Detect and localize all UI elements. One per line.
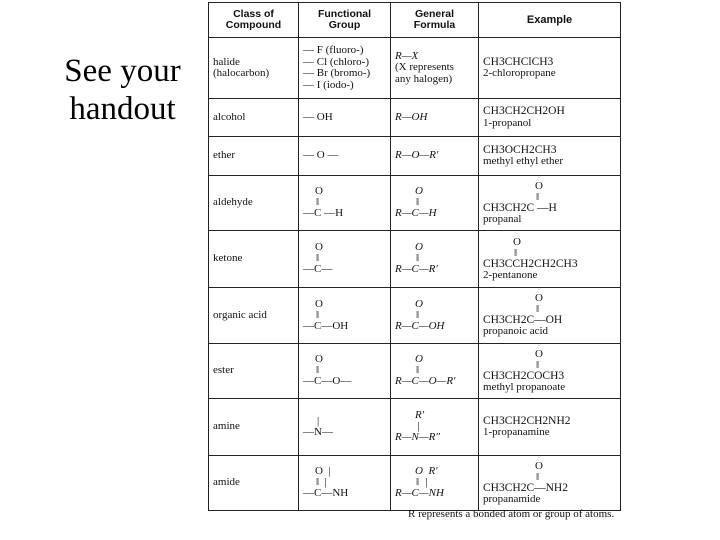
cell-group: [299, 231, 391, 288]
struct-line: —C —H: [303, 207, 344, 220]
struct-line: O: [315, 241, 323, 254]
struct-line: R—C—H: [395, 207, 437, 220]
cell-formula: [391, 288, 479, 344]
formula-structure: [395, 354, 455, 387]
struct-line: |: [417, 420, 421, 433]
class-name: ether: [213, 149, 235, 162]
formula-structure: [395, 242, 438, 275]
class-name: amide: [213, 476, 240, 489]
example-name: propanal: [483, 212, 522, 225]
struct-line: O |: [315, 465, 331, 478]
header-class-line: Class of: [233, 8, 274, 20]
cell-formula: [391, 399, 479, 456]
cell-example: [479, 399, 621, 456]
cell-formula: [391, 176, 479, 231]
struct-line: —C—: [303, 263, 333, 276]
group-structure: [303, 416, 333, 438]
cell-example: [479, 288, 621, 344]
example-formula: CH3CHClCH3: [483, 55, 554, 68]
struct-line: O: [315, 353, 323, 366]
header-group-line: Group: [328, 19, 361, 31]
example-name: 2-pentanone: [483, 268, 538, 281]
struct-line: —C—NH: [303, 487, 349, 500]
header-formula: [391, 3, 479, 38]
functional-groups-table-container: [208, 2, 620, 507]
example-name: propanamide: [483, 492, 541, 505]
table-header-row: [209, 3, 621, 38]
table-row-halide: [209, 38, 621, 99]
example-structure: [483, 461, 568, 505]
formula-line: any halogen): [395, 72, 453, 85]
group-line: — Cl (chloro-): [303, 55, 369, 68]
cell-class: [209, 456, 299, 511]
cell-group: [299, 399, 391, 456]
formula-structure: [395, 410, 440, 443]
cell-group: [299, 456, 391, 511]
table-row-amide: [209, 456, 621, 511]
formula-line: R—O—R′: [395, 149, 439, 162]
cell-formula: [391, 344, 479, 399]
cell-class: [209, 288, 299, 344]
group-line: — O —: [303, 149, 339, 162]
struct-line: ‖: [316, 364, 320, 377]
table-row-alcohol: [209, 99, 621, 137]
class-name: ketone: [213, 252, 243, 265]
example-structure: [483, 237, 578, 281]
struct-line: ‖: [416, 364, 420, 377]
group-line: — I (iodo-): [303, 78, 354, 91]
header-example-label: Example: [526, 13, 573, 26]
cell-group: [299, 344, 391, 399]
struct-line: R—C—OH: [395, 319, 445, 332]
struct-line: O: [315, 297, 323, 310]
example-structure: [483, 349, 565, 393]
cell-formula: [391, 137, 479, 176]
cell-example: [479, 38, 621, 99]
table-row-ether: [209, 137, 621, 176]
cell-class: [209, 137, 299, 176]
group-structure: [303, 466, 348, 499]
table-row-ester: [209, 344, 621, 399]
cell-example: [479, 99, 621, 137]
cell-formula: [391, 456, 479, 511]
cell-example: [479, 231, 621, 288]
struct-line: ‖: [316, 252, 320, 265]
class-name: ester: [213, 364, 234, 377]
struct-line: ‖: [416, 308, 420, 321]
struct-line: —N—: [303, 425, 333, 438]
example-name: methyl ethyl ether: [483, 155, 564, 167]
cell-formula: [391, 99, 479, 137]
struct-line: ‖: [316, 196, 320, 209]
cell-example: [479, 176, 621, 231]
example-formula: CH3CH2CH2OH: [483, 105, 565, 117]
cell-class: [209, 176, 299, 231]
header-group-line: Functional: [317, 8, 372, 20]
class-name: aldehyde: [213, 196, 253, 209]
table-row-aldehyde: [209, 176, 621, 231]
cell-group: [299, 176, 391, 231]
table-row-amine: [209, 399, 621, 456]
cell-formula: [391, 38, 479, 99]
struct-line: CH3CH2C—OH: [483, 314, 563, 327]
cell-class: [209, 344, 299, 399]
struct-line: ‖: [536, 303, 540, 316]
example-formula: CH3CH2CH2NH2: [483, 414, 571, 427]
cell-formula: [391, 231, 479, 288]
struct-line: O: [513, 235, 521, 248]
class-name: organic acid: [213, 308, 267, 321]
header-example: [479, 3, 621, 38]
cell-group: [299, 137, 391, 176]
cell-example: [479, 137, 621, 176]
example-name: methyl propanoate: [483, 380, 566, 393]
struct-line: ‖: [514, 246, 518, 259]
cell-class: [209, 231, 299, 288]
struct-line: R—C—NH: [395, 487, 444, 500]
struct-line: ‖: [316, 308, 320, 321]
struct-line: CH3CH2C —H: [483, 201, 557, 214]
formula-line: R—OH: [395, 110, 428, 123]
struct-line: O: [535, 292, 543, 305]
struct-line: O: [535, 347, 543, 360]
example-name: 1-propanol: [483, 116, 532, 129]
group-line: — F (fluoro-): [303, 44, 364, 56]
struct-line: CH3CH2COCH3: [483, 369, 565, 382]
header-class-line: Compound: [225, 19, 282, 31]
class-name: alcohol: [213, 110, 246, 123]
formula-line: R—X: [395, 49, 419, 62]
struct-line: R—C—R′: [395, 263, 438, 276]
struct-line: O: [415, 241, 423, 254]
cell-class: [209, 38, 299, 99]
struct-line: —C—OH: [303, 319, 349, 332]
example-formula: CH3OCH2CH3: [483, 143, 557, 156]
struct-line: CH3CCH2CH2CH3: [483, 257, 578, 270]
struct-line: ‖ |: [416, 476, 428, 489]
struct-line: R′: [415, 409, 425, 422]
cell-group: [299, 38, 391, 99]
class-name: (halocarbon): [213, 67, 270, 79]
struct-line: —C—O—: [303, 375, 352, 388]
class-name: amine: [213, 420, 240, 433]
header-formula-line: Formula: [413, 19, 456, 31]
struct-line: O R′: [415, 465, 438, 478]
table-row-organic-acid: [209, 288, 621, 344]
cell-group: [299, 288, 391, 344]
group-line: — Br (bromo-): [303, 67, 371, 79]
group-structure: [303, 242, 332, 275]
struct-line: O: [535, 459, 543, 472]
formula-structure: [395, 466, 444, 499]
header-class: [209, 3, 299, 38]
struct-line: ‖: [536, 358, 540, 371]
example-name: 1-propanamine: [483, 426, 550, 438]
header-formula-line: General: [414, 8, 455, 20]
struct-line: CH3CH2C—NH2: [483, 481, 568, 494]
struct-line: O: [415, 185, 423, 198]
example-structure: [483, 293, 562, 337]
side-note: [40, 52, 205, 128]
struct-line: O: [415, 353, 423, 366]
group-structure: [303, 354, 351, 387]
side-note-line-1: See your: [64, 53, 181, 89]
functional-groups-table: [208, 2, 621, 511]
table-footnote: R represents a bonded atom or group of atoms.: [408, 508, 615, 520]
struct-line: ‖: [416, 252, 420, 265]
struct-line: ‖: [536, 190, 540, 203]
cell-class: [209, 399, 299, 456]
formula-structure: [395, 186, 437, 219]
group-line: — OH: [303, 110, 333, 123]
group-structure: [303, 299, 348, 332]
struct-line: ‖: [536, 470, 540, 483]
struct-line: O: [415, 297, 423, 310]
struct-line: R—C—O—R′: [395, 375, 456, 388]
struct-line: R—N—R″: [395, 431, 440, 444]
cell-example: [479, 456, 621, 511]
cell-example: [479, 344, 621, 399]
header-group: [299, 3, 391, 38]
example-name: 2-chloropropane: [483, 67, 556, 79]
struct-line: O: [315, 185, 323, 198]
class-name: halide: [213, 55, 240, 68]
struct-line: ‖: [416, 196, 420, 209]
cell-group: [299, 99, 391, 137]
cell-class: [209, 99, 299, 137]
struct-line: |: [317, 414, 320, 427]
example-structure: [483, 181, 557, 225]
formula-line: (X represents: [395, 61, 454, 74]
example-name: propanoic acid: [483, 325, 549, 338]
side-note-line-2: handout: [69, 91, 176, 127]
struct-line: ‖ |: [316, 476, 327, 489]
table-row-ketone: [209, 231, 621, 288]
struct-line: O: [535, 179, 543, 192]
formula-structure: [395, 299, 445, 332]
group-structure: [303, 186, 343, 219]
